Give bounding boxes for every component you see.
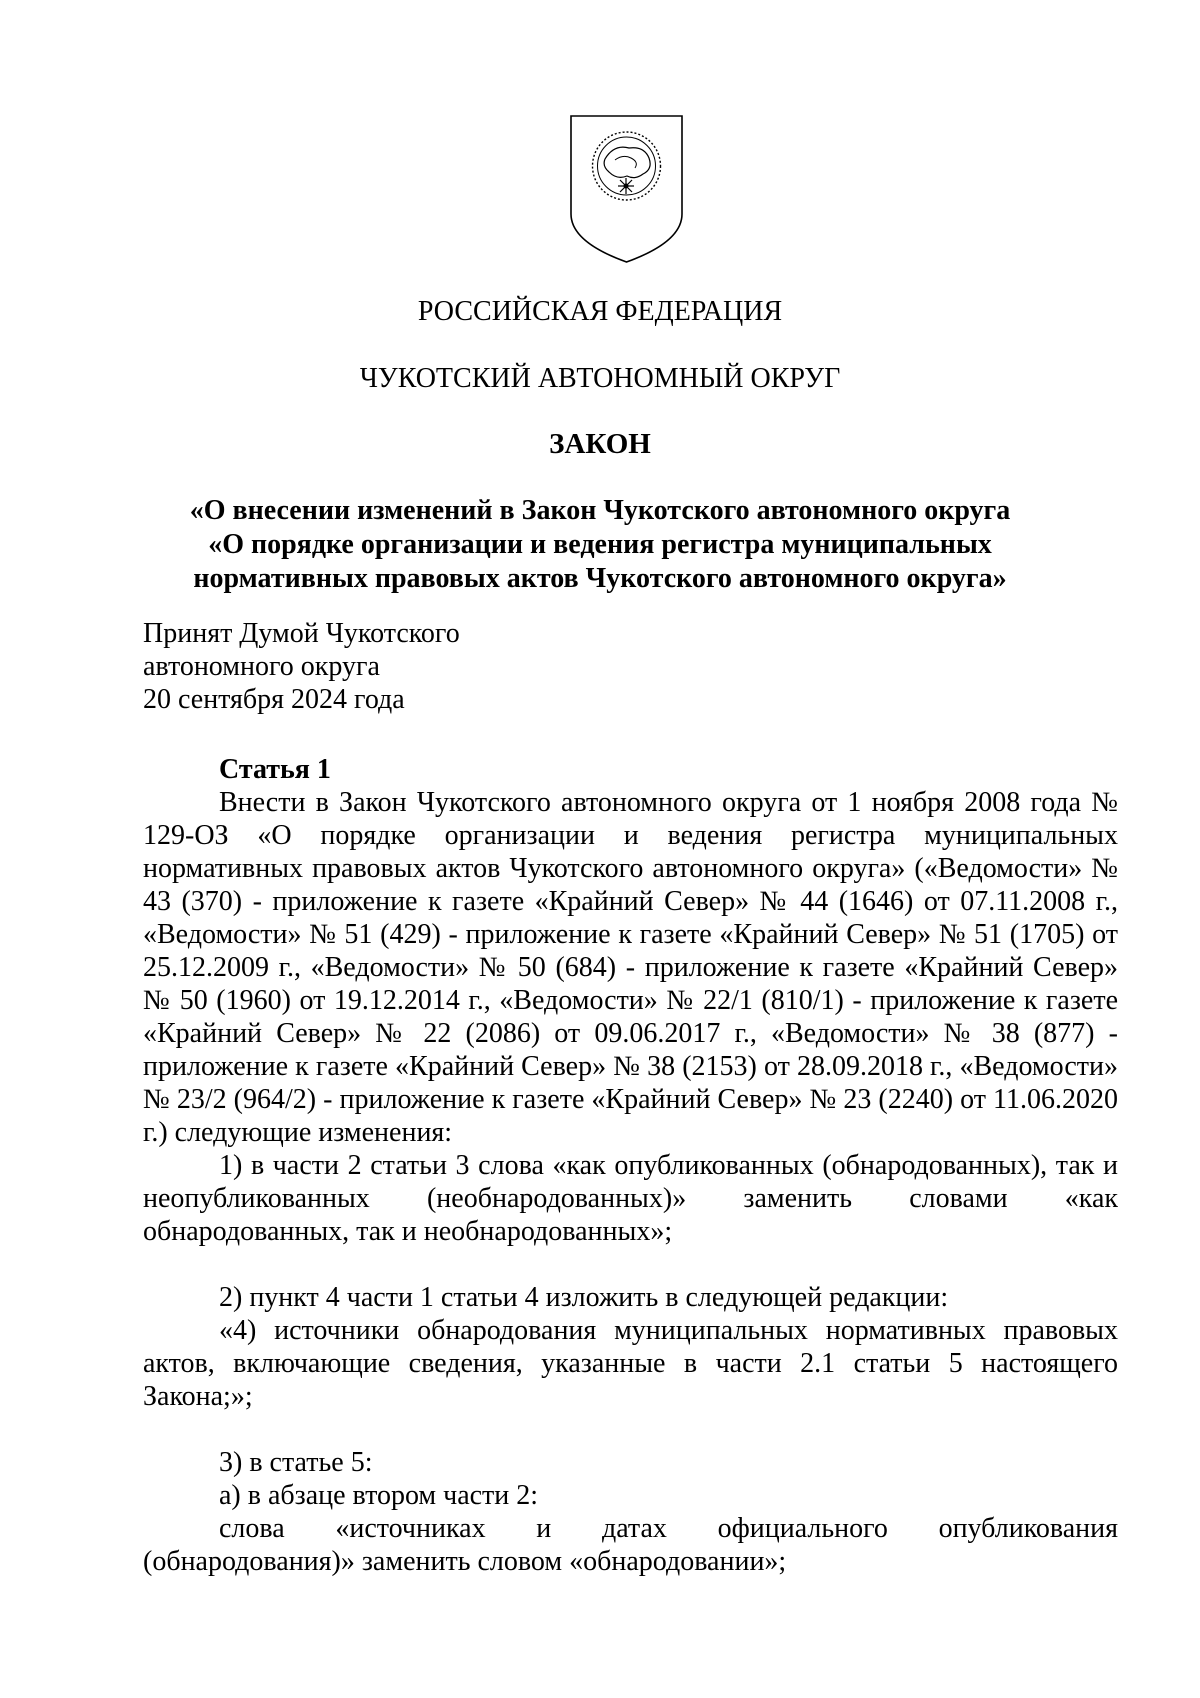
country-name: РОССИЙСКАЯ ФЕДЕРАЦИЯ: [417, 296, 783, 327]
adoption-line: Принят Думой Чукотского: [143, 618, 460, 649]
amendment-item-3a: а) в абзаце втором части 2:: [219, 1480, 539, 1511]
title-line: нормативных правовых актов Чукотского автономного округа»: [193, 563, 1007, 594]
article-intro-paragraph: Внести в Закон Чукотского автономного округа от 1 ноября 2008 года № 129-ОЗ «О порядке организации и ведения регистра муниципальных нормативных правовых актов Чукотского автономного округа» («Ведомости» № 43 (370) - приложение к газете «Крайний Север» № 44 (1646) от 07.11.2008 г., «Ведомости» № 51 (429) - приложение к газете «Крайний Север» № 51 (1705) от 25.12.2009 г., «Ведомости» № 50 (684) - приложение к газете «Крайний Север» № 50 (1960) от 19.12.2014 г., «Ведомости» № 22/1 (810/1) - приложение к газете «Крайний Север» № 22 (2086) от 09.06.2017 г., «Ведомости» № 38 (877) - приложение к газете «Крайний Север» № 38 (2153) от 28.09.2018 г., «Ведомости» № 23/2 (964/2) - приложение к газете «Крайний Север» № 23 (2240) от 11.06.2020 г.) следующие изменения:: [143, 787, 1118, 1148]
title-line: «О порядке организации и ведения регистра муниципальных: [208, 529, 992, 560]
article-heading: Статья 1: [219, 754, 331, 785]
amendment-item-1: 1) в части 2 статьи 3 слова «как опубликованных (обнародованных), так и неопубликованных (необнародованных)» заменить словами «как обнародованных, так и необнародованных»;: [143, 1150, 1118, 1247]
document-type: ЗАКОН: [549, 428, 651, 460]
adoption-date: 20 сентября 2024 года: [143, 684, 405, 715]
adoption-line: автономного округа: [143, 651, 380, 682]
document-title: [0, 494, 1200, 596]
amendment-item-3a-text: слова «источниках и датах официального опубликования (обнародования)» заменить словом «обнародовании»;: [143, 1513, 1118, 1577]
title-line: «О внесении изменений в Закон Чукотского автономного округа: [189, 495, 1011, 526]
amendment-item-3: 3) в статье 5:: [219, 1447, 373, 1478]
coat-of-arms-icon: [569, 114, 684, 264]
amendment-item-2: 2) пункт 4 части 1 статьи 4 изложить в следующей редакции:: [219, 1282, 949, 1313]
region-name: ЧУКОТСКИЙ АВТОНОМНЫЙ ОКРУГ: [359, 363, 841, 394]
adoption-info: [143, 617, 460, 716]
amendment-item-2-text: «4) источники обнародования муниципальных нормативных правовых актов, включающие сведения, указанные в части 2.1 статьи 5 настоящего Закона;»;: [143, 1315, 1118, 1412]
article-body: [143, 753, 1118, 1578]
